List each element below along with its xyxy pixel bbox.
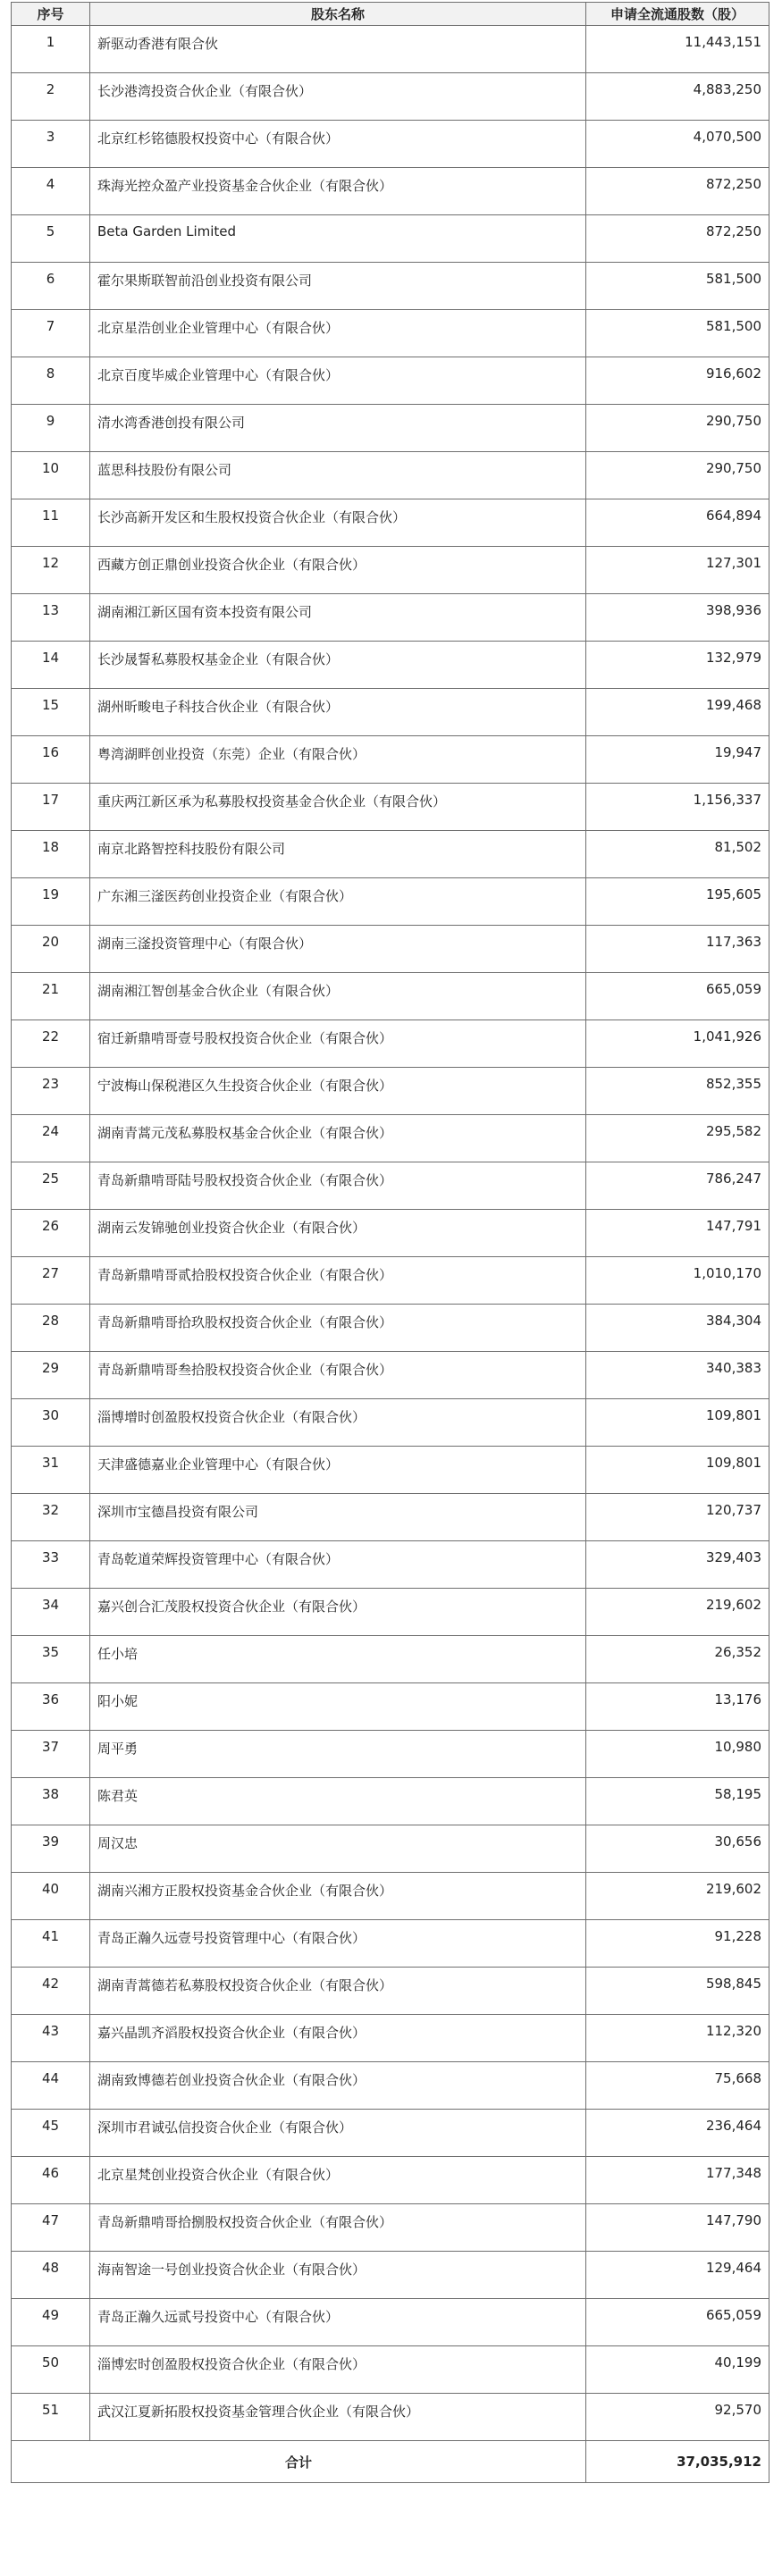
cell-shares: 132,979 (586, 642, 769, 689)
cell-no: 27 (12, 1257, 90, 1305)
cell-no: 16 (12, 736, 90, 784)
table-row (12, 73, 769, 121)
cell-shares: 290,750 (586, 405, 769, 452)
cell-shares: 219,602 (586, 1589, 769, 1636)
table-row (12, 1589, 769, 1636)
cell-shares: 117,363 (586, 926, 769, 973)
table-row (12, 642, 769, 689)
cell-shares: 11,443,151 (586, 26, 769, 73)
table-row (12, 1873, 769, 1920)
cell-shares: 92,570 (586, 2394, 769, 2441)
cell-shares: 75,668 (586, 2062, 769, 2110)
table-row (12, 2204, 769, 2252)
cell-shares: 664,894 (586, 499, 769, 547)
table-row (12, 1162, 769, 1210)
cell-no: 46 (12, 2157, 90, 2204)
cell-shares: 236,464 (586, 2110, 769, 2157)
cell-shares: 19,947 (586, 736, 769, 784)
cell-name: 嘉兴创合汇茂股权投资合伙企业（有限合伙） (90, 1589, 586, 1636)
cell-name: 新驱动香港有限合伙 (90, 26, 586, 73)
table-row (12, 215, 769, 263)
cell-no: 19 (12, 878, 90, 926)
cell-shares: 30,656 (586, 1825, 769, 1873)
cell-shares: 1,010,170 (586, 1257, 769, 1305)
table-row (12, 1068, 769, 1115)
cell-name: 重庆两江新区承为私募股权投资基金合伙企业（有限合伙） (90, 784, 586, 831)
table-row (12, 499, 769, 547)
table-row (12, 831, 769, 878)
cell-shares: 581,500 (586, 310, 769, 357)
cell-no: 5 (12, 215, 90, 263)
cell-name: 淄博增时创盈股权投资合伙企业（有限合伙） (90, 1399, 586, 1447)
table-row (12, 2346, 769, 2394)
cell-shares: 58,195 (586, 1778, 769, 1825)
cell-no: 38 (12, 1778, 90, 1825)
table-row (12, 2394, 769, 2441)
table-row (12, 926, 769, 973)
table-row (12, 263, 769, 310)
table-row (12, 121, 769, 168)
cell-name: 湖南兴湘方正股权投资基金合伙企业（有限合伙） (90, 1873, 586, 1920)
cell-name: 北京星梵创业投资合伙企业（有限合伙） (90, 2157, 586, 2204)
cell-shares: 26,352 (586, 1636, 769, 1683)
cell-name: 青岛新鼎啃哥陆号股权投资合伙企业（有限合伙） (90, 1162, 586, 1210)
table-row (12, 1636, 769, 1683)
table-row (12, 594, 769, 642)
cell-name: 珠海光控众盈产业投资基金合伙企业（有限合伙） (90, 168, 586, 215)
cell-no: 23 (12, 1068, 90, 1115)
cell-no: 8 (12, 357, 90, 405)
cell-name: 天津盛德嘉业企业管理中心（有限合伙） (90, 1447, 586, 1494)
cell-name: 湖南湘江智创基金合伙企业（有限合伙） (90, 973, 586, 1020)
table-row (12, 1778, 769, 1825)
cell-name: 青岛正瀚久远贰号投资中心（有限合伙） (90, 2299, 586, 2346)
table-row (12, 168, 769, 215)
table-row (12, 973, 769, 1020)
cell-name: 清水湾香港创投有限公司 (90, 405, 586, 452)
total-label: 合计 (12, 2441, 586, 2483)
cell-no: 21 (12, 973, 90, 1020)
table-row (12, 2110, 769, 2157)
cell-name: 长沙港湾投资合伙企业（有限合伙） (90, 73, 586, 121)
cell-shares: 598,845 (586, 1968, 769, 2015)
table-row (12, 2252, 769, 2299)
cell-no: 43 (12, 2015, 90, 2062)
cell-name: 粤湾湖畔创业投资（东莞）企业（有限合伙） (90, 736, 586, 784)
cell-name: 青岛新鼎啃哥拾捌股权投资合伙企业（有限合伙） (90, 2204, 586, 2252)
table-row (12, 1305, 769, 1352)
cell-no: 22 (12, 1020, 90, 1068)
cell-shares: 109,801 (586, 1447, 769, 1494)
cell-no: 17 (12, 784, 90, 831)
table-row (12, 1210, 769, 1257)
cell-shares: 10,980 (586, 1731, 769, 1778)
cell-shares: 109,801 (586, 1399, 769, 1447)
cell-name: 周平勇 (90, 1731, 586, 1778)
cell-shares: 112,320 (586, 2015, 769, 2062)
table-body (12, 26, 769, 2441)
cell-shares: 129,464 (586, 2252, 769, 2299)
table-row (12, 1020, 769, 1068)
cell-shares: 665,059 (586, 2299, 769, 2346)
cell-no: 42 (12, 1968, 90, 2015)
cell-no: 1 (12, 26, 90, 73)
cell-no: 41 (12, 1920, 90, 1968)
cell-no: 31 (12, 1447, 90, 1494)
cell-name: 周汉忠 (90, 1825, 586, 1873)
table-row (12, 1257, 769, 1305)
table-row (12, 878, 769, 926)
table-row (12, 2157, 769, 2204)
cell-no: 48 (12, 2252, 90, 2299)
cell-no: 18 (12, 831, 90, 878)
cell-no: 45 (12, 2110, 90, 2157)
cell-name: 南京北路智控科技股份有限公司 (90, 831, 586, 878)
cell-shares: 147,790 (586, 2204, 769, 2252)
cell-shares: 916,602 (586, 357, 769, 405)
cell-name: 阳小妮 (90, 1683, 586, 1731)
table-row (12, 2015, 769, 2062)
cell-shares: 4,070,500 (586, 121, 769, 168)
cell-shares: 290,750 (586, 452, 769, 499)
cell-name: 西藏方创正鼎创业投资合伙企业（有限合伙） (90, 547, 586, 594)
cell-name: 湖南三滏投资管理中心（有限合伙） (90, 926, 586, 973)
table-row (12, 689, 769, 736)
table-header-row (12, 3, 769, 26)
cell-name: 湖州昕畯电子科技合伙企业（有限合伙） (90, 689, 586, 736)
cell-shares: 295,582 (586, 1115, 769, 1162)
cell-shares: 786,247 (586, 1162, 769, 1210)
cell-name: 青岛新鼎啃哥叁拾股权投资合伙企业（有限合伙） (90, 1352, 586, 1399)
cell-shares: 384,304 (586, 1305, 769, 1352)
cell-name: 青岛正瀚久远壹号投资管理中心（有限合伙） (90, 1920, 586, 1968)
cell-no: 32 (12, 1494, 90, 1541)
cell-name: Beta Garden Limited (90, 215, 586, 263)
cell-shares: 852,355 (586, 1068, 769, 1115)
table-row (12, 736, 769, 784)
header-shares: 申请全流通股数（股） (586, 3, 769, 26)
cell-name: 武汉江夏新拓股权投资基金管理合伙企业（有限合伙） (90, 2394, 586, 2441)
cell-name: 霍尔果斯联智前沿创业投资有限公司 (90, 263, 586, 310)
cell-shares: 40,199 (586, 2346, 769, 2394)
table-row (12, 452, 769, 499)
table-row (12, 405, 769, 452)
cell-no: 39 (12, 1825, 90, 1873)
cell-shares: 398,936 (586, 594, 769, 642)
table-row (12, 2299, 769, 2346)
cell-shares: 1,156,337 (586, 784, 769, 831)
table-row (12, 357, 769, 405)
cell-shares: 91,228 (586, 1920, 769, 1968)
cell-shares: 127,301 (586, 547, 769, 594)
cell-no: 4 (12, 168, 90, 215)
cell-name: 长沙晟誓私募股权基金企业（有限合伙） (90, 642, 586, 689)
cell-no: 26 (12, 1210, 90, 1257)
table-row (12, 1920, 769, 1968)
cell-no: 35 (12, 1636, 90, 1683)
cell-no: 28 (12, 1305, 90, 1352)
header-name: 股东名称 (90, 3, 586, 26)
cell-no: 37 (12, 1731, 90, 1778)
table-row (12, 1352, 769, 1399)
cell-no: 15 (12, 689, 90, 736)
table-row (12, 1447, 769, 1494)
cell-name: 青岛新鼎啃哥贰拾股权投资合伙企业（有限合伙） (90, 1257, 586, 1305)
cell-no: 10 (12, 452, 90, 499)
cell-no: 34 (12, 1589, 90, 1636)
cell-shares: 177,348 (586, 2157, 769, 2204)
cell-no: 50 (12, 2346, 90, 2394)
cell-name: 任小培 (90, 1636, 586, 1683)
cell-shares: 219,602 (586, 1873, 769, 1920)
cell-shares: 4,883,250 (586, 73, 769, 121)
table-row (12, 1683, 769, 1731)
cell-shares: 1,041,926 (586, 1020, 769, 1068)
cell-shares: 13,176 (586, 1683, 769, 1731)
cell-name: 长沙高新开发区和生股权投资合伙企业（有限合伙） (90, 499, 586, 547)
cell-no: 29 (12, 1352, 90, 1399)
cell-name: 青岛乾道荣辉投资管理中心（有限合伙） (90, 1541, 586, 1589)
cell-shares: 872,250 (586, 168, 769, 215)
cell-no: 20 (12, 926, 90, 973)
cell-no: 33 (12, 1541, 90, 1589)
cell-shares: 329,403 (586, 1541, 769, 1589)
cell-name: 湖南致博德若创业投资合伙企业（有限合伙） (90, 2062, 586, 2110)
cell-name: 北京红杉铭德股权投资中心（有限合伙） (90, 121, 586, 168)
cell-no: 49 (12, 2299, 90, 2346)
cell-no: 14 (12, 642, 90, 689)
cell-no: 51 (12, 2394, 90, 2441)
cell-shares: 81,502 (586, 831, 769, 878)
table-row (12, 1825, 769, 1873)
header-no: 序号 (12, 3, 90, 26)
cell-no: 2 (12, 73, 90, 121)
table-row (12, 1731, 769, 1778)
cell-no: 30 (12, 1399, 90, 1447)
cell-name: 海南智途一号创业投资合伙企业（有限合伙） (90, 2252, 586, 2299)
cell-no: 6 (12, 263, 90, 310)
table-row (12, 2062, 769, 2110)
cell-name: 蓝思科技股份有限公司 (90, 452, 586, 499)
cell-no: 25 (12, 1162, 90, 1210)
cell-no: 7 (12, 310, 90, 357)
cell-name: 淄博宏时创盈股权投资合伙企业（有限合伙） (90, 2346, 586, 2394)
cell-shares: 665,059 (586, 973, 769, 1020)
table-row (12, 1115, 769, 1162)
cell-name: 广东湘三滏医药创业投资企业（有限合伙） (90, 878, 586, 926)
cell-no: 3 (12, 121, 90, 168)
cell-no: 24 (12, 1115, 90, 1162)
cell-shares: 872,250 (586, 215, 769, 263)
cell-shares: 581,500 (586, 263, 769, 310)
table-row (12, 1541, 769, 1589)
cell-no: 9 (12, 405, 90, 452)
cell-no: 12 (12, 547, 90, 594)
shareholder-table-container (11, 2, 769, 2483)
cell-name: 湖南湘江新区国有资本投资有限公司 (90, 594, 586, 642)
cell-name: 青岛新鼎啃哥拾玖股权投资合伙企业（有限合伙） (90, 1305, 586, 1352)
cell-name: 北京百度毕威企业管理中心（有限合伙） (90, 357, 586, 405)
table-row (12, 26, 769, 73)
cell-name: 湖南青蒿元茂私募股权基金合伙企业（有限合伙） (90, 1115, 586, 1162)
cell-no: 11 (12, 499, 90, 547)
cell-no: 47 (12, 2204, 90, 2252)
cell-name: 宁波梅山保税港区久生投资合伙企业（有限合伙） (90, 1068, 586, 1115)
table-row (12, 1399, 769, 1447)
table-row (12, 547, 769, 594)
cell-no: 44 (12, 2062, 90, 2110)
cell-shares: 120,737 (586, 1494, 769, 1541)
cell-no: 13 (12, 594, 90, 642)
table-row (12, 310, 769, 357)
cell-shares: 147,791 (586, 1210, 769, 1257)
table-row (12, 784, 769, 831)
cell-name: 湖南云发锦驰创业投资合伙企业（有限合伙） (90, 1210, 586, 1257)
cell-no: 40 (12, 1873, 90, 1920)
total-row (12, 2441, 769, 2483)
cell-name: 湖南青蒿德若私募股权投资合伙企业（有限合伙） (90, 1968, 586, 2015)
shareholder-table (11, 2, 769, 2483)
cell-name: 陈君英 (90, 1778, 586, 1825)
cell-name: 宿迁新鼎啃哥壹号股权投资合伙企业（有限合伙） (90, 1020, 586, 1068)
cell-name: 嘉兴晶凯齐滔股权投资合伙企业（有限合伙） (90, 2015, 586, 2062)
total-value: 37,035,912 (586, 2441, 769, 2483)
cell-shares: 340,383 (586, 1352, 769, 1399)
cell-name: 深圳市宝德昌投资有限公司 (90, 1494, 586, 1541)
table-row (12, 1968, 769, 2015)
cell-name: 深圳市君诚弘信投资合伙企业（有限合伙） (90, 2110, 586, 2157)
cell-name: 北京星浩创业企业管理中心（有限合伙） (90, 310, 586, 357)
cell-no: 36 (12, 1683, 90, 1731)
cell-shares: 195,605 (586, 878, 769, 926)
cell-shares: 199,468 (586, 689, 769, 736)
table-row (12, 1494, 769, 1541)
